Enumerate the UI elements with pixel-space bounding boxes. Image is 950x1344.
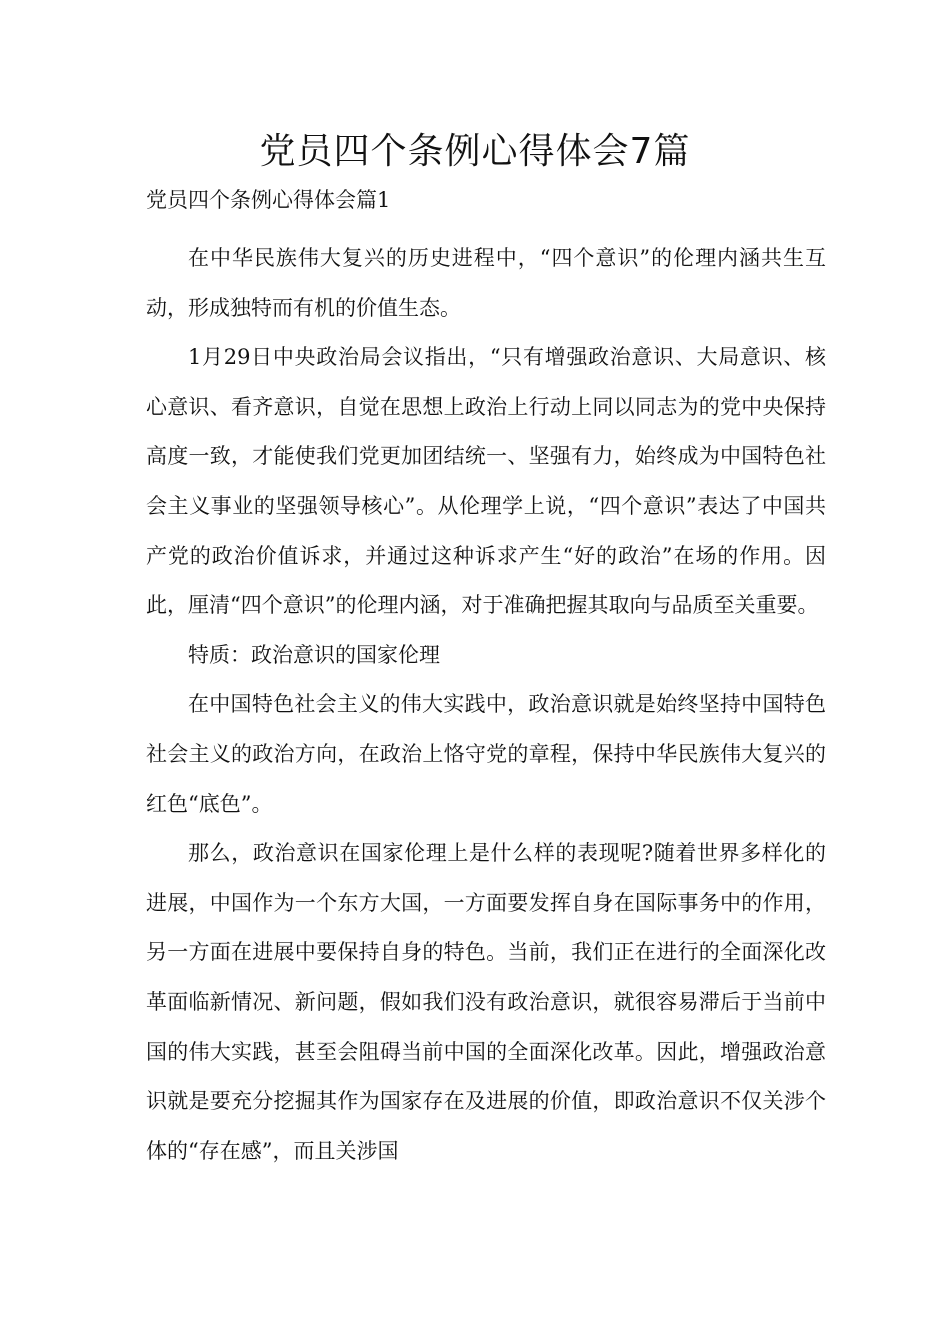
section-heading: 党员四个条例心得体会篇1 [146, 188, 391, 212]
document-body [146, 234, 826, 1176]
paragraph-1: 在中华民族伟大复兴的历史进程中，“四个意识”的伦理内涵共生互动，形成独特而有机的价值生态。 [146, 246, 826, 320]
paragraph-2: 1月29日中央政治局会议指出，“只有增强政治意识、大局意识、核心意识、看齐意识，自觉在思想上政治上行动上同以同志为的党中央保持高度一致，才能使我们党更加团结统一、坚强有力，始终成为中国特色社会主义事业的坚强领导核心”。从伦理学上说，“四个意识”表达了中国共产党的政治价值诉求，并通过这种诉求产生“好的政治”在场的作用。因此，厘清“四个意识”的伦理内涵，对于准确把握其取向与品质至关重要。 [146, 345, 826, 618]
paragraph-5: 那么，政治意识在国家伦理上是什么样的表现呢?随着世界多样化的进展，中国作为一个东方大国，一方面要发挥自身在国际事务中的作用，另一方面在进展中要保持自身的特色。当前，我们正在进行的全面深化改革面临新情况、新问题，假如我们没有政治意识，就很容易滞后于当前中国的伟大实践，甚至会阻碍当前中国的全面深化改革。因此，增强政治意识就是要充分挖掘其作为国家存在及进展的价值，即政治意识不仅关涉个体的“存在感”，而且关涉国 [146, 841, 826, 1163]
paragraph-3-subheading: 特质：政治意识的国家伦理 [188, 642, 440, 667]
paragraph-4: 在中国特色社会主义的伟大实践中，政治意识就是始终坚持中国特色社会主义的政治方向，在政治上恪守党的章程，保持中华民族伟大复兴的红色“底色”。 [146, 692, 826, 816]
document-title: 党员四个条例心得体会7篇 [259, 131, 691, 172]
